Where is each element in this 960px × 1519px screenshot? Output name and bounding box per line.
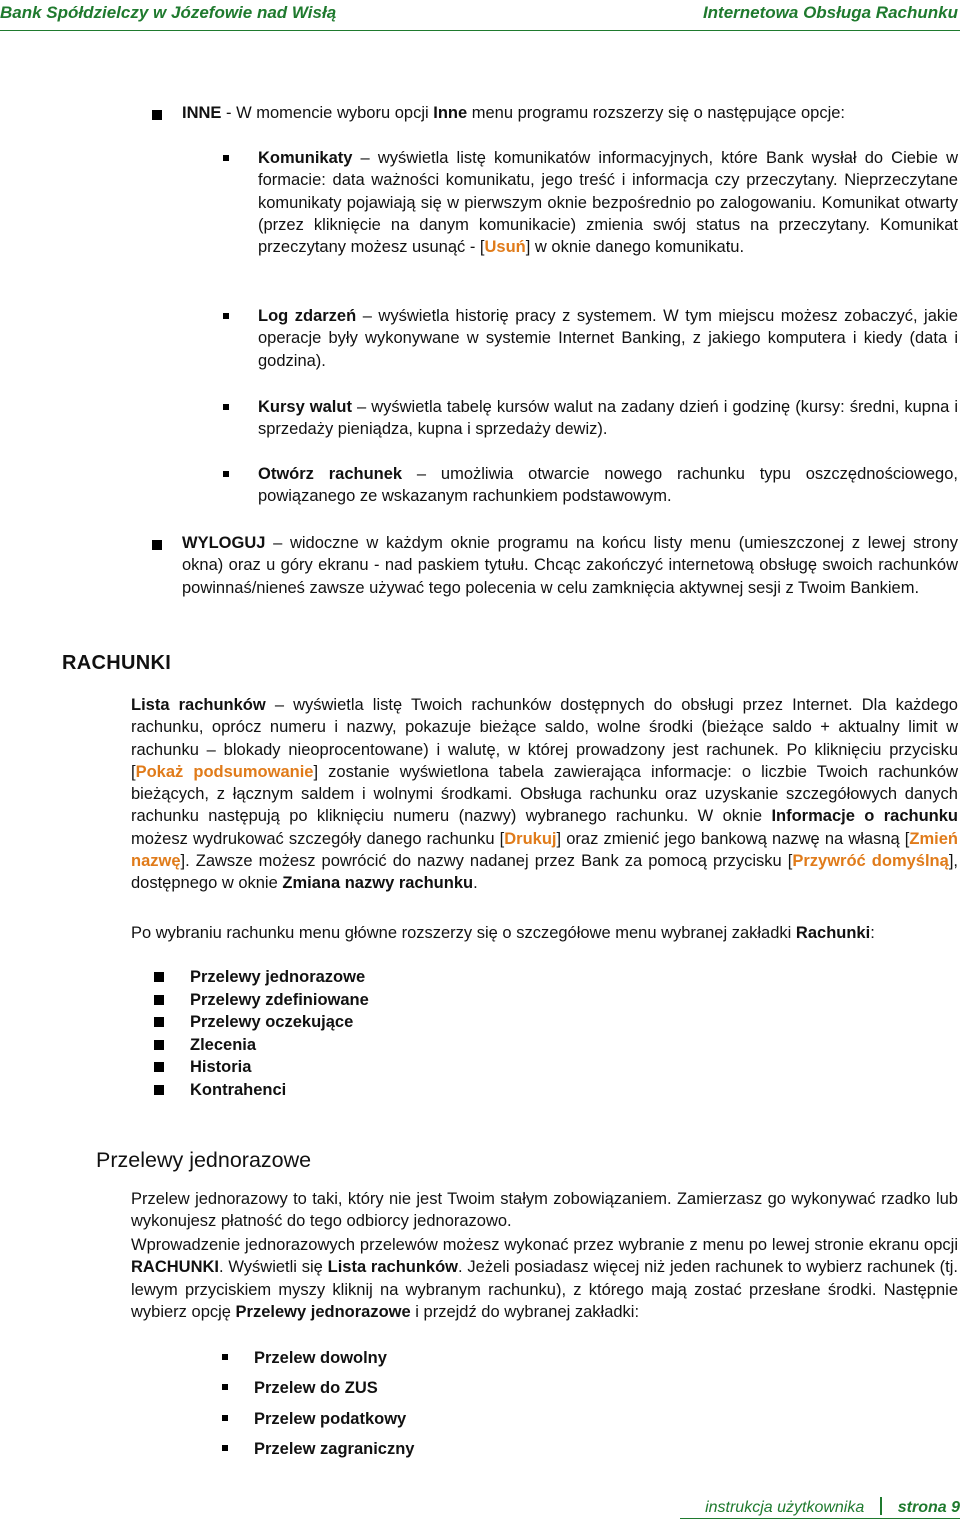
bullet-small-square-icon: [223, 404, 229, 410]
drukuj-button[interactable]: Drukuj: [504, 829, 557, 848]
lista-text-5: ]. Zawsze możesz powrócić do nazwy nadanej przez Bank za pomocą przycisku [: [180, 852, 793, 871]
bullet-small-square-icon: [222, 1384, 228, 1390]
inne-text-1: - W momencie wyboru opcji: [221, 104, 434, 122]
menu-item-label: Historia: [190, 1058, 252, 1077]
przelewy-instructions-paragraph: [131, 1234, 958, 1323]
otworz-rachunek-paragraph: [258, 463, 958, 508]
log-zdarzen-paragraph: [258, 305, 958, 372]
zmiana-nazwy-rachunku-label: Zmiana nazwy rachunku: [282, 874, 474, 893]
pokaz-podsumowanie-button[interactable]: Pokaż podsumowanie: [135, 762, 314, 781]
kursy-walut-paragraph: [258, 396, 958, 441]
menu-item-label: Przelewy jednorazowe: [190, 968, 366, 986]
menu-item-historia[interactable]: [150, 1056, 369, 1079]
bullet-small-square-icon: [222, 1445, 228, 1451]
log-zdarzen-text: – wyświetla historię pracy z systemem. W tym miejscu możesz zobaczyć, jakie operacje były wykonywane w systemie Internet Banking, z jakiego komputera i kiedy (data i godzina).: [258, 307, 958, 370]
menu-intro-text-1: Po wybraniu rachunku menu główne rozszerzy się o szczegółowe menu wybranej zakładki: [131, 924, 796, 942]
bank-name: Bank Spółdzielczy w Józefowie nad Wisłą: [0, 3, 337, 22]
otworz-rachunek-term: Otwórz rachunek: [258, 465, 403, 483]
bullet-square-icon: [154, 1085, 164, 1095]
lista-text-3: możesz wydrukować szczegóły danego rachunku [: [131, 829, 505, 848]
menu-item-przelewy-jednorazowe[interactable]: [150, 966, 369, 989]
lista-rachunkow-paragraph: [131, 694, 958, 895]
przelewy-text-2: . Wyświetli się: [219, 1258, 328, 1277]
lista-text-4: ] oraz zmienić jego bankową nazwę na własną [: [556, 829, 910, 848]
menu-item-label: Przelewy oczekujące: [190, 1013, 354, 1032]
lista-text-6: ], dostępnego w oknie: [131, 852, 958, 893]
menu-item-label: Zlecenia: [190, 1035, 257, 1054]
bullet-square-icon: [152, 540, 162, 550]
tab-label: Przelew podatkowy: [254, 1409, 407, 1428]
tab-przelew-podatkowy[interactable]: [218, 1408, 414, 1438]
tab-przelew-do-zus[interactable]: [218, 1377, 414, 1407]
rachunki-tab-label: Rachunki: [795, 924, 871, 942]
log-zdarzen-term: Log zdarzeń: [258, 307, 357, 325]
menu-item-przelewy-zdefiniowane[interactable]: [150, 989, 369, 1012]
document-title: Internetowa Obsługa Rachunku: [702, 3, 958, 22]
lista-text-1: – wyświetla listę Twoich rachunków dostępnych do obsługi przez Internet. Dla każdego rachunku, oprócz numeru i nazwy, pokazuje bieżące saldo, wolne środki (bieżące saldo + aktualny limit w rachunku – blokady nieoprocentowane) i walutę, w której prowadzony jest rachunek. Po kliknięciu przycisku [: [131, 696, 958, 781]
section-title-rachunki: RACHUNKI: [62, 652, 172, 674]
informacje-o-rachunku-label: Informacje o rachunku: [771, 807, 958, 826]
przelewy-tabs-list: [218, 1347, 414, 1468]
bullet-small-square-icon: [222, 1354, 228, 1360]
lista-text-2: ] zostanie wyświetlona tabela zawierająca informacje: o liczbie Twoich rachunków bieżących, z łącznym saldem i wolnymi środkami. Obsługa rachunku oraz uzyskanie szczegółowych danych rachunku następują po kliknięciu numeru (nazwy) wybranego rachunku. W oknie: [131, 762, 958, 826]
bullet-small-square-icon: [223, 471, 229, 477]
footer-divider: [880, 1497, 882, 1515]
wyloguj-paragraph: [182, 532, 958, 599]
menu-item-kontrahenci[interactable]: [150, 1079, 369, 1102]
menu-intro-text-2: :: [870, 924, 875, 942]
tab-label: Przelew do ZUS: [254, 1379, 378, 1398]
komunikaty-text-1: – wyświetla listę komunikatów informacyjnych, które Bank wysłał do Ciebie w formacie: data ważności komunikatu, jego treść i informacja czy przeczytany. Nieprzeczytane komunikaty pojawiają się w pierwszym oknie bezpośrednio po zalogowaniu. Komunikat otwarty (przez kliknięcie na danym komunikacie) zmienia swój status na przeczytany. Komunikat przeczytany możesz usunąć - [: [258, 149, 958, 257]
inne-text-2: menu programu rozszerzy się o następujące opcje:: [467, 104, 846, 122]
menu-item-przelewy-oczekujace[interactable]: [150, 1011, 369, 1034]
komunikaty-paragraph: [258, 147, 958, 258]
komunikaty-term: Komunikaty: [258, 149, 353, 167]
menu-item-zlecenia[interactable]: [150, 1034, 369, 1057]
wyloguj-term: WYLOGUJ: [182, 534, 266, 552]
komunikaty-text-2: ] w oknie danego komunikatu.: [525, 238, 745, 257]
lista-rachunkow-label: Lista rachunków: [327, 1258, 459, 1277]
bullet-square-icon: [152, 110, 162, 120]
tab-przelew-dowolny[interactable]: [218, 1347, 414, 1377]
przelewy-jednorazowe-label: Przelewy jednorazowe: [235, 1302, 411, 1321]
page-number: strona 9: [897, 1499, 960, 1516]
rachunki-menu-label: RACHUNKI: [131, 1258, 219, 1277]
przywroc-domyslna-button[interactable]: Przywróć domyślną: [792, 852, 949, 871]
menu-item-label: Przelewy zdefiniowane: [190, 990, 369, 1009]
przelewy-intro-paragraph: Przelew jednorazowy to taki, który nie jest Twoim stałym zobowiązaniem. Zamierzasz go wykonywać rzadko lub wykonujesz płatność do tego odbiorcy jednorazowo.: [131, 1190, 958, 1231]
inne-paragraph: [182, 102, 958, 124]
lista-text-7: .: [473, 874, 478, 893]
przelewy-text-3: . Jeżeli posiadasz więcej niż jeden rachunek to wybierz rachunek (tj. lewym przyciskiem myszy kliknij na wybranym rachunku), z którego mają zostać przesłane środki. Następnie wybierz opcję: [131, 1258, 958, 1321]
tab-label: Przelew dowolny: [254, 1349, 387, 1367]
bullet-square-icon: [154, 1017, 164, 1027]
bullet-small-square-icon: [222, 1415, 228, 1421]
bullet-square-icon: [154, 1040, 164, 1050]
menu-item-label: Kontrahenci: [190, 1080, 287, 1099]
menu-intro-paragraph: [131, 922, 958, 944]
rachunki-menu-list: [150, 966, 369, 1102]
kursy-walut-text: – wyświetla tabelę kursów walut na zadany dzień i godzinę (kursy: średni, kupna i sprzedaży pieniądza, kupna i sprzedaży dewiz).: [258, 398, 958, 439]
section-heading-przelewy-jednorazowe: Przelewy jednorazowe: [96, 1148, 312, 1172]
footer-label: instrukcja użytkownika: [705, 1499, 865, 1516]
usun-link[interactable]: Usuń: [484, 238, 526, 257]
przelewy-text-4: i przejdź do wybranej zakładki:: [410, 1302, 640, 1321]
tab-przelew-zagraniczny[interactable]: [218, 1438, 414, 1468]
bullet-square-icon: [154, 995, 164, 1005]
lista-rachunkow-term: Lista rachunków: [131, 696, 266, 714]
bullet-square-icon: [154, 972, 164, 982]
tab-label: Przelew zagraniczny: [254, 1439, 415, 1458]
page-footer: [705, 1497, 960, 1517]
bullet-square-icon: [154, 1062, 164, 1072]
bullet-small-square-icon: [223, 313, 229, 319]
page-header: [0, 0, 960, 31]
wyloguj-text: – widoczne w każdym oknie programu na końcu listy menu (umieszczonej z lewej strony okna) oraz u góry ekranu - nad paskiem tytułu. Chcąc zakończyć internetową obsługę swoich rachunków powinnaś/nieneś zawsze używać tego polecenia w celu zamknięcia aktywnej sesji z Twoim Bankiem.: [182, 534, 958, 597]
zmien-nazwe-button[interactable]: Zmień nazwę: [131, 829, 958, 871]
bullet-small-square-icon: [223, 155, 229, 161]
inne-term: INNE: [182, 104, 222, 122]
otworz-rachunek-text: – umożliwia otwarcie nowego rachunku typu oszczędnościowego, powiązanego ze wskazanym rachunkiem podstawowym.: [258, 465, 958, 506]
kursy-walut-term: Kursy walut: [258, 398, 352, 416]
inne-word: Inne: [433, 104, 468, 122]
przelewy-text-1: Wprowadzenie jednorazowych przelewów możesz wykonać przez wybranie z menu po lewej stronie ekranu opcji: [131, 1236, 958, 1254]
